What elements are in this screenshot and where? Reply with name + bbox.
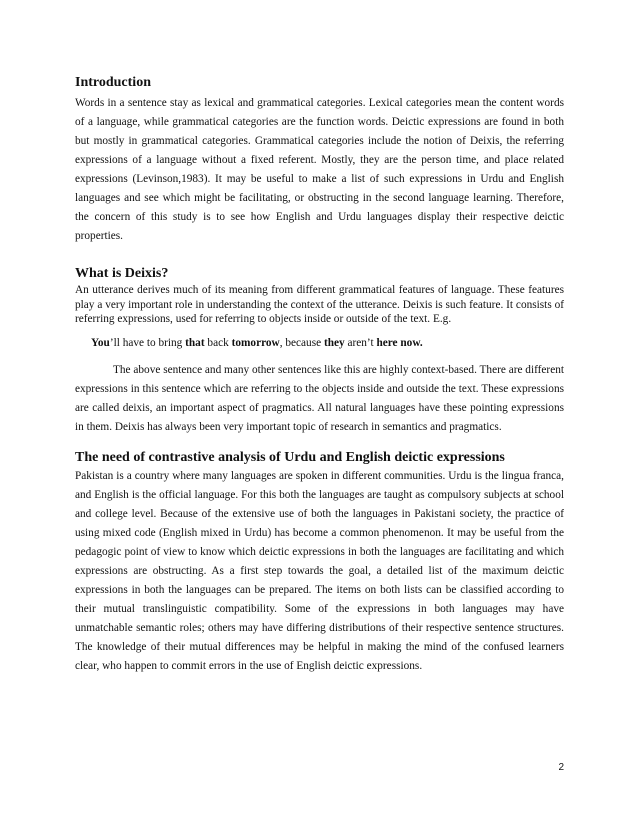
deixis-follow-up-paragraph: The above sentence and many other sentences like this are highly context-based. There are different expressions in this sentence which are referring to the objects inside and outside the text. These expressions are called deixis, an important aspect of pragmatics. All natural languages have these pointing expressions in them. Deixis has always been very important topic of research in semantics and pragmatics. — [75, 364, 564, 434]
need-heading: The need of contrastive analysis of Urdu and English deictic expressions — [75, 450, 505, 466]
example-text-1: ’ll have to bring — [109, 337, 186, 350]
example-text-4: aren’t — [344, 337, 377, 350]
page-number: 2 — [558, 762, 564, 773]
example-deictic-they: they — [323, 337, 345, 350]
need-paragraph: Pakistan is a country where many languages are spoken in different communities. Urdu is the lingua franca, and English is the official language. For this both the languages are taught as compulsory subjects at school and college level. Because of the extensive use of both the languages in Pakistani society, the practice of using mixed code (English mixed in Urdu) has become a common phenomenon. It may be useful from the pedagogic point of view to know which deictic expressions in both the languages are facilitating and which expressions are obstructing. As a first step towards the goal, a detailed list of the maximum deictic expressions in both the languages can be prepared. The items on both lists can be classified according to their mutual translinguistic compatibility. Some of the expressions in both languages may have unmatchable semantic roles; others may have differing distributions of their respective sentence structures. The knowledge of their mutual differences may be helpful in making the mind of the confused learners clear, who happen to commit errors in the use of English deictic expressions. — [75, 470, 564, 673]
page-content — [75, 74, 564, 676]
example-deictic-tomorrow: tomorrow — [231, 337, 280, 350]
introduction-heading: Introduction — [75, 75, 151, 90]
example-sentence — [75, 334, 564, 353]
example-deictic-you: You — [91, 337, 110, 350]
deixis-heading: What is Deixis? — [75, 266, 169, 281]
example-text-3: , because — [279, 337, 324, 350]
example-deictic-here-now: here now. — [376, 337, 423, 350]
example-text-2: back — [204, 337, 232, 350]
deixis-paragraph: An utterance derives much of its meaning from different grammatical features of language. These features play a very important role in understanding the context of the utterance. Deixis is such feature. It consists of referring expressions, used for referring to objects inside or outside of the text. E.g. — [75, 284, 564, 326]
introduction-paragraph: Words in a sentence stay as lexical and grammatical categories. Lexical categories mean the content words of a language, while grammatical categories are the function words. Deictic expressions are found in both but mostly in grammatical categories. Grammatical categories include the notion of Deixis, the referring expressions of a language without a fixed referent. Mostly, they are the person time, and place related expressions (Levinson,1983). It may be useful to make a list of such expressions in Urdu and English languages and see which might be facilitating, or obstructing in the second language learning. Therefore, the concern of this study is to see how English and Urdu languages display their respective deictic properties. — [75, 97, 564, 242]
example-deictic-that: that — [185, 337, 205, 350]
